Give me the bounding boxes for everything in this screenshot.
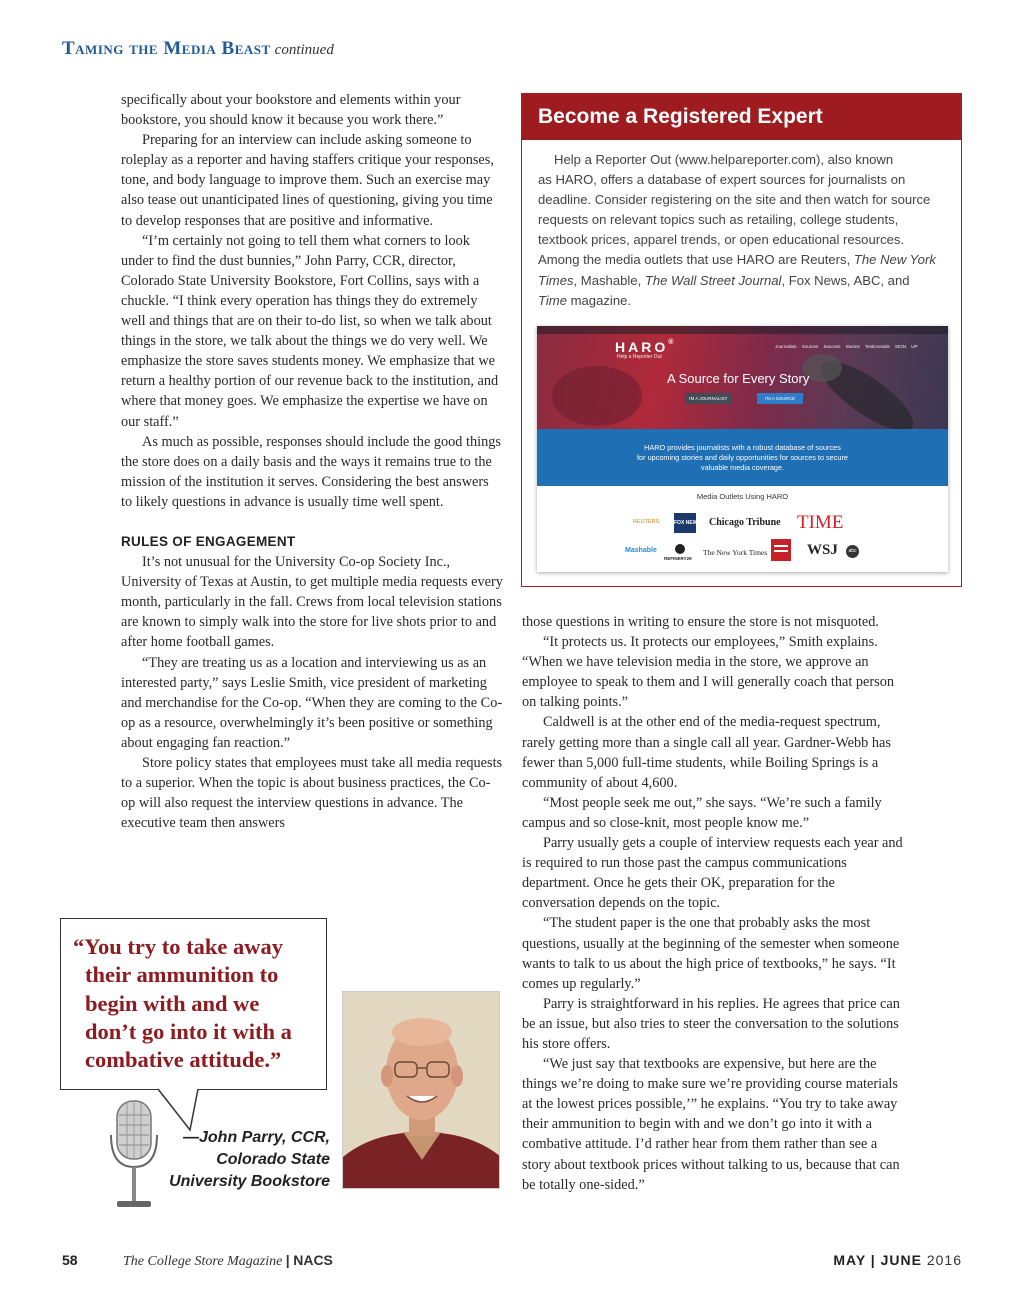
foxnews-logo: FOX NEWS [674, 513, 696, 533]
refinery29-logo: REFINERY29 [664, 556, 692, 561]
ny-daily-news-icon [771, 539, 791, 561]
paragraph: “We just say that textbooks are expensive, but here are the things we’re doing to make sure we’re providing course materials at the lowest prices possible,’” he explains. “You try to take away their ammunition to begin with and we don’t go into it with a combative attitude. I’d rather hear from them rather than see a story about textbook prices without talking to us, because that can be totally one-sided.” [522, 1056, 900, 1193]
sidebar-line: textbook prices, apparel trends, or open educational resources. [538, 232, 905, 248]
outlets-title: Media Outlets Using HARO [696, 492, 789, 501]
page-number: 58 [62, 1252, 78, 1268]
nyt-logo: The New York Times [703, 548, 768, 557]
issue-date: MAY | JUNE 2016 [833, 1252, 962, 1268]
sidebar-line: deadline. Consider registering on the site and then watch for source [538, 192, 931, 208]
journalist-button: I'M A JOURNALIST [685, 393, 731, 404]
sidebar-line: Among the media outlets that use HARO are Reuters, The New York [538, 252, 936, 268]
haro-nav: Journalists Sources Success Stories Testimonials SIGN UP [775, 344, 918, 349]
sidebar-line: Help a Reporter Out (www.helpareporter.com), also known [554, 152, 894, 167]
haro-logo: HARO® [615, 339, 677, 355]
haro-blurb: HARO provides journalists with a robust database of sources for upcoming stories and daily opportunities for sources to secure valuable media coverage. [537, 429, 948, 486]
paragraph: Parry is straightforward in his replies. He agrees that price can be an issue, but also tries to steer the conversation to the solutions his store offers. [522, 995, 900, 1052]
pull-quote-box [60, 918, 327, 1090]
sidebar-line: Times, Mashable, The Wall Street Journal, Fox News, ABC, and [538, 272, 910, 288]
paragraph: As much as possible, responses should include the good things the store does on a daily basis and the ways it remains true to the mission of the institution it serves. Considering the best answers to likely questions in advance is usually time well spent. [121, 433, 501, 510]
sidebar-line: requests on relevant topics such as retailing, college students, [538, 212, 899, 228]
haro-logo-sub: Help a Reporter Out [617, 354, 662, 360]
haro-website-screenshot [537, 326, 948, 572]
paragraph: Store policy states that employees must take all media requests to a superior. When the topic is about business practices, the Co-op will also request the interview questions in advance. The executive team then answers [121, 755, 503, 832]
haro-top-bar [537, 326, 948, 334]
paragraph: “The student paper is the one that probably asks the most questions, usually at the beginning of the semester when someone wants to talk to us about the high price of textbooks,” he says. “It comes up regularly.” [522, 915, 900, 992]
time-logo: TIME [797, 512, 844, 533]
paragraph: Caldwell is at the other end of the media-request spectrum, rarely getting more than a single call all year. Gardner-Webb has fewer than 5,000 full-time students, while Boiling Springs is a community of about 4,600. [522, 714, 891, 791]
haro-tagline: A Source for Every Story [667, 371, 810, 386]
sidebar-title: Become a Registered Expert [522, 94, 961, 140]
paragraph: Preparing for an interview can include asking someone to roleplay as a reporter and having staffers critique your responses, tone, and body language to improve them. Such an exercise may also tease out unanticipated lines of questioning, giving you time to develop responses that are positive and informative. [121, 132, 494, 229]
wsj-logo: WSJ [807, 542, 838, 558]
paragraph: Parry usually gets a couple of interview requests each year and is required to run those past the campus communications department. Once he gets their OK, preparation for the conversation depends on the topic. [522, 835, 903, 912]
sidebar-line: as HARO, offers a database of expert sources for journalists on [538, 172, 906, 188]
paragraph: specifically about your bookstore and elements within your bookstore, you should know it because you work there.” [121, 92, 461, 129]
magazine-title: The College Store Magazine | NACS [123, 1252, 333, 1269]
john-parry-photo [342, 991, 500, 1189]
subhead-rules-of-engagement: RULES OF ENGAGEMENT [121, 533, 296, 549]
sidebar-body [522, 140, 961, 311]
refinery29-icon [674, 543, 686, 555]
pull-quote-attribution: —John Parry, CCR, Colorado State University Bookstore [169, 1129, 330, 1190]
haro-hero-banner [537, 326, 948, 429]
paragraph: “They are treating us as a location and interviewing us as an interested party,” says Leslie Smith, vice president of marketing and merchandise for the Co-op. “When they are coming to the Co-op as a resource, overwhelmingly it’s been positive or something about engaging fan reaction.” [121, 654, 503, 751]
reuters-logo: REUTERS [633, 519, 660, 525]
continued-label: continued [274, 42, 334, 58]
paragraph: “Most people seek me out,” she says. “We’re such a family campus and so close-knit, most people know me.” [522, 794, 882, 831]
article-column-2 [522, 612, 906, 1195]
mashable-logo: Mashable [625, 547, 657, 554]
section-title: Taming the Media Beast [62, 38, 271, 59]
paragraph: “It protects us. It protects our employees,” Smith explains. “When we have television media in the store, we approve an employee to speak to them and I will generally coach that person on talking points.” [522, 634, 894, 711]
sidebar-line: Time magazine. [538, 292, 632, 308]
portrait-image [343, 992, 500, 1189]
paragraph: “I’m certainly not going to tell them what corners to look under to find the dust bunnies,” John Parry, CCR, director, Colorado State University Bookstore, Fort Collins, says with a chuckle. “I think every operation has things they do extremely well and things that are on their to-do list, so when we talk about things in the store, we talk about the things we do very well. We emphasize the store saves students money. We emphasize that we return a healthy portion of our revenue back to the institution, and where that money goes. We emphasize the expertise we have on our staff.” [121, 232, 499, 430]
abc-logo: abc [846, 545, 859, 558]
source-button: I'M A SOURCE [757, 393, 803, 404]
running-head [62, 38, 334, 60]
paragraph: those questions in writing to ensure the store is not misquoted. [522, 614, 879, 630]
chicago-tribune-logo: Chicago Tribune [709, 517, 781, 528]
pull-quote: “You try to take away their ammunition to begin with and we don’t go into it with a combative attitude.” [73, 934, 292, 1073]
article-column-1-top [121, 90, 503, 833]
nyt-italic: The New York [853, 252, 936, 268]
paragraph: It’s not unusual for the University Co-op Society Inc., University of Texas at Austin, to get multiple media requests every month, particularly in the fall. Crews from local television stations are known to simply walk into the store for live shots prior to and after home football games. [121, 554, 503, 651]
